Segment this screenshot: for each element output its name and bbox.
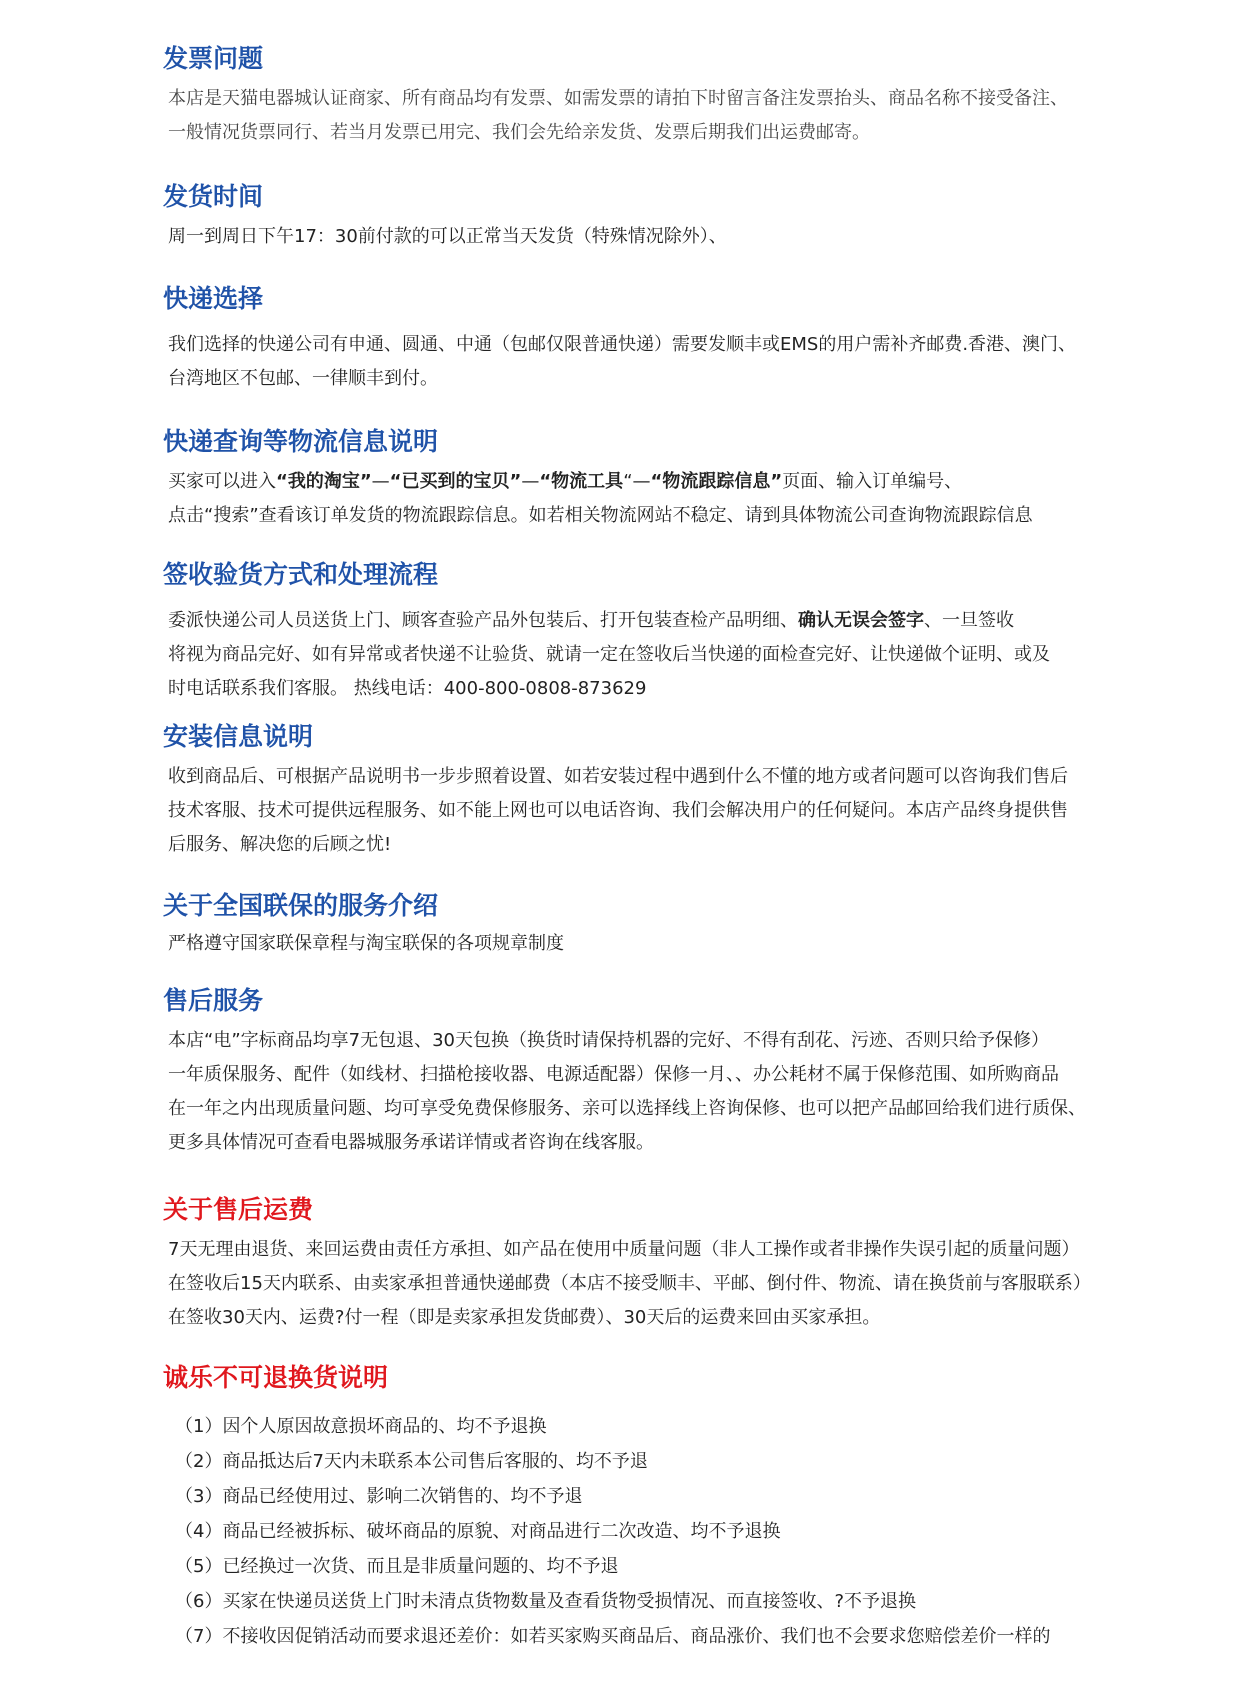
section-title: 签收验货方式和处理流程 — [163, 560, 439, 589]
section-national-warranty — [163, 889, 1173, 961]
text-segment: 买家可以进入 — [168, 471, 276, 492]
section-non-returnable — [163, 1361, 1173, 1654]
section-title: 诚乐不可退换货说明 — [163, 1363, 389, 1392]
section-shipping-time — [163, 180, 1173, 254]
list-item: （6）买家在快递员送货上门时未清点货物数量及查看货物受损情况、而直接签收、?不予退换 — [175, 1591, 917, 1612]
section-body — [163, 760, 1173, 862]
list-item: （5）已经换过一次货、而且是非质量问题的、均不予退 — [175, 1556, 619, 1577]
section-body — [163, 465, 1173, 533]
body-line: 更多具体情况可查看电器城服务承诺详情或者咨询在线客服。 — [168, 1132, 654, 1153]
body-line: 后服务、解决您的后顾之忧! — [168, 834, 392, 855]
body-line: 一般情况货票同行、若当月发票已用完、我们会先给亲发货、发票后期我们出运费邮寄。 — [168, 122, 870, 143]
section-body — [163, 82, 1173, 150]
list-item: （4）商品已经被拆标、破坏商品的原貌、对商品进行二次改造、均不予退换 — [175, 1521, 781, 1542]
list-item: （3）商品已经使用过、影响二次销售的、均不予退 — [175, 1486, 583, 1507]
section-after-sales — [163, 984, 1173, 1160]
section-title: 发票问题 — [163, 44, 264, 73]
bold-segment: “已买到的宝贝” — [389, 471, 522, 492]
section-title: 快递选择 — [163, 284, 264, 313]
section-title: 快递查询等物流信息说明 — [163, 427, 439, 456]
body-line: 一年质保服务、配件（如线材、扫描枪接收器、电源适配器）保修一月、、办公耗材不属于保修范围、如所购商品 — [168, 1064, 1059, 1085]
section-body — [163, 604, 1173, 706]
bold-segment: “我的淘宝” — [276, 471, 372, 492]
dash: — — [371, 471, 390, 492]
section-invoice — [163, 42, 1173, 150]
body-line: 周一到周日下午17：30前付款的可以正常当天发货（特殊情况除外）、 — [168, 226, 727, 247]
section-courier-choice — [163, 282, 1173, 396]
section-body — [163, 1233, 1173, 1335]
body-line: 本店“电”字标商品均享7无包退、30天包换（换货时请保持机器的完好、不得有刮花、污迹、否则只给予保修） — [168, 1030, 1050, 1051]
text-segment: 、一旦签收 — [924, 610, 1014, 631]
bold-segment: “物流工具 — [539, 471, 624, 492]
body-line: 将视为商品完好、如有异常或者快递不让验货、就请一定在签收后当快递的面检查完好、让快递做个证明、或及 — [168, 644, 1050, 665]
section-body — [163, 220, 1173, 254]
section-title: 关于全国联保的服务介绍 — [163, 891, 439, 920]
body-line: 技术客服、技术可提供远程服务、如不能上网也可以电话咨询、我们会解决用户的任何疑问。本店产品终身提供售 — [168, 800, 1068, 821]
body-line: 本店是天猫电器城认证商家、所有商品均有发票、如需发票的请拍下时留言备注发票抬头、商品名称不接受备注、 — [168, 88, 1068, 109]
body-line: 严格遵守国家联保章程与淘宝联保的各项规章制度 — [168, 933, 564, 954]
list-item: （7）不接收因促销活动而要求退还差价：如若买家购买商品后、商品涨价、我们也不会要求您赔偿差价一样的 — [175, 1626, 1051, 1647]
section-logistics-query — [163, 425, 1173, 533]
body-line: 在一年之内出现质量问题、均可享受免费保修服务、亲可以选择线上咨询保修、也可以把产品邮回给我们进行质保、 — [168, 1098, 1086, 1119]
dash: — — [521, 471, 540, 492]
body-line: 我们选择的快递公司有申通、圆通、中通（包邮仅限普通快递）需要发顺丰或EMS的用户需补齐邮费.香港、澳门、 — [168, 334, 1077, 355]
non-returnable-list — [163, 1409, 1173, 1654]
section-body — [163, 328, 1173, 396]
body-line: 台湾地区不包邮、一律顺丰到付。 — [168, 368, 438, 389]
section-return-shipping-fee — [163, 1193, 1173, 1335]
body-line: 收到商品后、可根据产品说明书一步步照着设置、如若安装过程中遇到什么不懂的地方或者问题可以咨询我们售后 — [168, 766, 1068, 787]
body-line: 点击“搜索”查看该订单发货的物流跟踪信息。如若相关物流网站不稳定、请到具体物流公司查询物流跟踪信息 — [168, 505, 1033, 526]
body-line: 在签收后15天内联系、由卖家承担普通快递邮费（本店不接受顺丰、平邮、倒付件、物流、请在换货前与客服联系） — [168, 1273, 1091, 1294]
body-line: 7天无理由退货、来回运费由责任方承担、如产品在使用中质量问题（非人工操作或者非操作失误引起的质量问题） — [168, 1239, 1080, 1260]
list-item: （2）商品抵达后7天内未联系本公司售后客服的、均不予退 — [175, 1451, 648, 1472]
body-line: 在签收30天内、运费?付一程（即是卖家承担发货邮费）、30天后的运费来回由买家承担。 — [168, 1307, 881, 1328]
section-body — [163, 927, 1173, 961]
section-body — [163, 1024, 1173, 1160]
body-line: 时电话联系我们客服。 热线电话：400-800-0808-873629 — [168, 678, 647, 699]
dash: “— — [623, 471, 651, 492]
bold-segment: “物流跟踪信息” — [650, 471, 783, 492]
text-segment: 页面、输入订单编号、 — [782, 471, 963, 492]
bold-segment: 确认无误会签字 — [798, 610, 924, 631]
section-title: 安装信息说明 — [163, 722, 314, 751]
section-inspection-process — [163, 558, 1173, 706]
body-line — [168, 604, 1173, 638]
list-item: （1）因个人原因故意损坏商品的、均不予退换 — [175, 1416, 547, 1437]
section-title: 发货时间 — [163, 182, 264, 211]
text-segment: 委派快递公司人员送货上门、顾客查验产品外包装后、打开包装查检产品明细、 — [168, 610, 798, 631]
section-title: 售后服务 — [163, 986, 264, 1015]
section-title: 关于售后运费 — [163, 1195, 314, 1224]
section-installation — [163, 720, 1173, 862]
body-line — [168, 465, 1173, 499]
